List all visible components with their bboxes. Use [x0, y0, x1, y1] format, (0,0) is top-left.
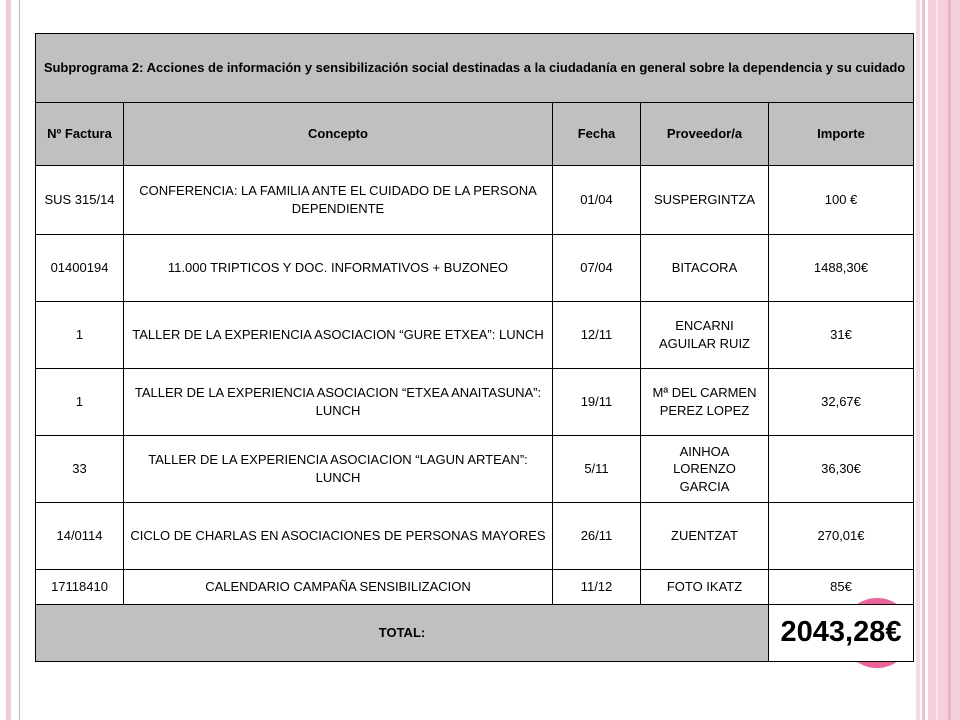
- stripe: [916, 0, 920, 720]
- stripe: [936, 0, 938, 720]
- table-title: Subprograma 2: Acciones de información y sensibilización social destinadas a la ciudadanía en general sobre la dependencia y su cuidado: [36, 34, 914, 103]
- total-row: [36, 605, 914, 662]
- stripe: [922, 0, 925, 720]
- cell-fecha: 11/12: [553, 570, 641, 605]
- cell-concepto: TALLER DE LA EXPERIENCIA ASOCIACION “ETXEA ANAITASUNA”: LUNCH: [124, 369, 553, 436]
- table-row: [36, 166, 914, 235]
- cell-proveedor: AINHOA LORENZO GARCIA: [641, 436, 769, 503]
- cell-fecha: 12/11: [553, 302, 641, 369]
- cell-fecha: 07/04: [553, 235, 641, 302]
- cell-concepto: CICLO DE CHARLAS EN ASOCIACIONES DE PERSONAS MAYORES: [124, 503, 553, 570]
- cell-factura: 1: [36, 302, 124, 369]
- stripe: [948, 0, 951, 720]
- cell-concepto: CONFERENCIA: LA FAMILIA ANTE EL CUIDADO DE LA PERSONA DEPENDIENTE: [124, 166, 553, 235]
- table-row: [36, 302, 914, 369]
- cell-proveedor: Mª DEL CARMEN PEREZ LOPEZ: [641, 369, 769, 436]
- invoice-table: [35, 33, 914, 662]
- cell-fecha: 01/04: [553, 166, 641, 235]
- right-decorative-stripes: [916, 0, 960, 720]
- left-decorative-border: [0, 0, 20, 720]
- cell-importe: 32,67€: [769, 369, 914, 436]
- table-row: [36, 369, 914, 436]
- cell-proveedor: ENCARNI AGUILAR RUIZ: [641, 302, 769, 369]
- cell-factura: 01400194: [36, 235, 124, 302]
- cell-concepto: CALENDARIO CAMPAÑA SENSIBILIZACION: [124, 570, 553, 605]
- cell-proveedor: SUSPERGINTZA: [641, 166, 769, 235]
- header-fecha: Fecha: [553, 103, 641, 166]
- table-row: [36, 235, 914, 302]
- cell-fecha: 19/11: [553, 369, 641, 436]
- header-concepto: Concepto: [124, 103, 553, 166]
- cell-factura: SUS 315/14: [36, 166, 124, 235]
- cell-importe: 270,01€: [769, 503, 914, 570]
- header-proveedor: Proveedor/a: [641, 103, 769, 166]
- total-label: TOTAL:: [36, 605, 769, 662]
- cell-proveedor: BITACORA: [641, 235, 769, 302]
- table-row: [36, 503, 914, 570]
- table-row: [36, 570, 914, 605]
- cell-concepto: TALLER DE LA EXPERIENCIA ASOCIACION “GURE ETXEA”: LUNCH: [124, 302, 553, 369]
- total-value: 2043,28€: [769, 605, 914, 662]
- cell-proveedor: ZUENTZAT: [641, 503, 769, 570]
- cell-factura: 1: [36, 369, 124, 436]
- cell-importe: 1488,30€: [769, 235, 914, 302]
- cell-proveedor: FOTO IKATZ: [641, 570, 769, 605]
- cell-importe: 31€: [769, 302, 914, 369]
- cell-importe: 100 €: [769, 166, 914, 235]
- left-border-stripe: [6, 0, 11, 720]
- cell-concepto: TALLER DE LA EXPERIENCIA ASOCIACION “LAGUN ARTEAN”: LUNCH: [124, 436, 553, 503]
- table-row: [36, 436, 914, 503]
- cell-concepto: 11.000 TRIPTICOS Y DOC. INFORMATIVOS + BUZONEO: [124, 235, 553, 302]
- cell-factura: 33: [36, 436, 124, 503]
- header-importe: Importe: [769, 103, 914, 166]
- cell-importe: 36,30€: [769, 436, 914, 503]
- header-factura: Nº Factura: [36, 103, 124, 166]
- cell-fecha: 26/11: [553, 503, 641, 570]
- header-row: [36, 103, 914, 166]
- cell-factura: 17118410: [36, 570, 124, 605]
- cell-factura: 14/0114: [36, 503, 124, 570]
- stripe: [928, 0, 960, 720]
- cell-fecha: 5/11: [553, 436, 641, 503]
- cell-importe: 85€: [769, 570, 914, 605]
- table-title-row: [36, 34, 914, 103]
